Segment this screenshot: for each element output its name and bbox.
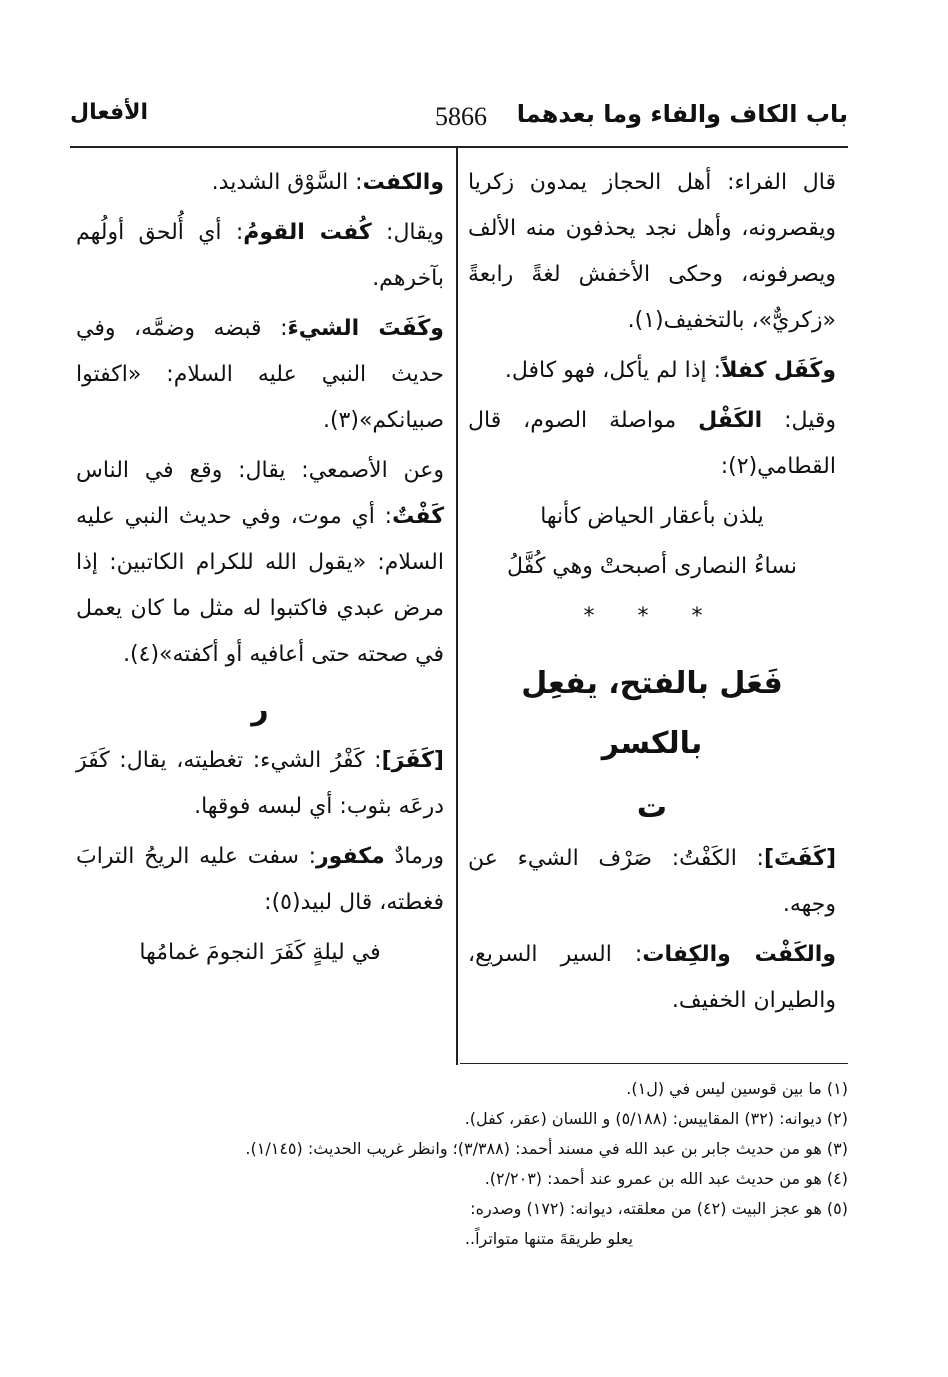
definition-text: : إذا لم يأكل، فهو كافل. xyxy=(504,358,722,383)
section-separator: * * * xyxy=(583,604,721,629)
headword: [كَفَتَ] xyxy=(763,846,836,871)
headword: كَفْتٌ xyxy=(392,504,444,529)
lead-text: وقيل: xyxy=(762,408,836,433)
running-head-topic: الأفعال xyxy=(70,100,149,125)
letter-heading: ر xyxy=(251,692,269,727)
entry-paragraph xyxy=(76,306,444,444)
entry-paragraph: قال الفراء: أهل الحجاز يمدون زكريا ويقصرونه، وأهل نجد يحذفون منه الألف ويصرفونه، وحكى الأخفش لغةً رابعةً «زكريٌّ»، بالتخفيف(١). xyxy=(468,170,836,333)
definition-text: : الكَفْتُ: صَرْف الشيء عن وجهه. xyxy=(468,846,836,917)
verse-line: نساءُ النصارى أصبحتْ وهي كُفَّلُ xyxy=(507,554,797,579)
footnote: (٢) ديوانه: (٣٢) المقاييس: (٥/١٨٨) و اللسان (عقر، كفل). xyxy=(464,1109,848,1128)
definition-text: : أي أُلحق أولُهم بآخرهم. xyxy=(76,220,444,291)
headword: الكَفْل xyxy=(698,408,763,433)
verse-line: في ليلةٍ كَفَرَ النجومَ غمامُها xyxy=(139,940,381,965)
footnote-verse: يعلو طريقةَ متنها متواتراً.. xyxy=(464,1229,634,1248)
headword: كُفت القومُ xyxy=(243,220,372,245)
entry-paragraph xyxy=(468,398,836,490)
definition-text: : السَّوْق الشديد. xyxy=(211,170,363,195)
page-number: 5866 xyxy=(435,102,487,131)
verse-line: يلذن بأعقار الحياض كأنها xyxy=(540,504,764,529)
entry-paragraph xyxy=(76,160,444,206)
footnote: (٥) هو عجز البيت (٤٢) من معلقته، ديوانه: (١٧٢) وصدره: xyxy=(470,1199,848,1218)
headword: [كَفَرَ] xyxy=(381,748,444,773)
definition-text: : السير السريع، والطيران الخفيف. xyxy=(468,942,836,1013)
section-title: فَعَل بالفتح، يفعِل بالكسر xyxy=(521,666,783,761)
entry-paragraph xyxy=(468,836,836,928)
headword: مكفور xyxy=(316,844,385,869)
headword: وكَفَل كفلاً xyxy=(721,358,836,383)
lead-text: ويقال: xyxy=(371,220,445,245)
lead-text: ورمادٌ xyxy=(384,844,444,869)
right-column xyxy=(468,160,836,1028)
footnotes xyxy=(70,1074,848,1254)
header-rule xyxy=(70,146,848,148)
footnote: (١) ما بين قوسين ليس في (ل١). xyxy=(626,1079,848,1098)
definition-text: : أي موت، وفي حديث النبي عليه السلام: «يقول الله للكرام الكاتبين: إذا مرض عبدي فاكتبوا له مثل ما كان يعمل في صحته حتى أعافيه أو أكفته»(٤). xyxy=(76,504,444,667)
definition-text: مواصلة الصوم، قال القطامي(٢): xyxy=(468,408,836,479)
entry-paragraph xyxy=(76,834,444,926)
footnote: (٣) هو من حديث جابر بن عبد الله في مسند أحمد: (٣/٣٨٨)؛ وانظر غريب الحديث: (١/١٤٥). xyxy=(245,1139,848,1158)
entry-paragraph xyxy=(468,348,836,394)
running-head-section: باب الكاف والفاء وما بعدهما xyxy=(516,100,848,128)
page-header xyxy=(70,100,848,144)
lead-text: وعن الأصمعي: يقال: وقع في الناس xyxy=(76,458,444,483)
entry-paragraph xyxy=(76,210,444,302)
left-column xyxy=(76,160,444,980)
footnote: (٤) هو من حديث عبد الله بن عمرو عند أحمد: (٢/٢٠٣). xyxy=(484,1169,848,1188)
headword: والكَفْت والكِفات xyxy=(642,942,836,967)
definition-text: : قبضه وضمَّه، وفي حديث النبي عليه السلام: «اكفتوا صبيانكم»(٣). xyxy=(76,316,444,433)
column-divider xyxy=(456,147,458,1065)
footnote-rule xyxy=(460,1063,848,1064)
headword: وكَفَتَ الشيءَ xyxy=(287,316,444,341)
definition-text: : سفت عليه الريحُ الترابَ فغطته، قال لبيد(٥): xyxy=(76,844,444,915)
letter-heading: ت xyxy=(636,790,668,825)
entry-paragraph xyxy=(76,738,444,830)
headword: والكفت xyxy=(362,170,444,195)
definition-text: : كَفْرُ الشيء: تغطيته، يقال: كَفَرَ درعَه بثوب: أي لبسه فوقها. xyxy=(76,748,444,819)
entry-paragraph xyxy=(76,448,444,678)
entry-paragraph xyxy=(468,932,836,1024)
